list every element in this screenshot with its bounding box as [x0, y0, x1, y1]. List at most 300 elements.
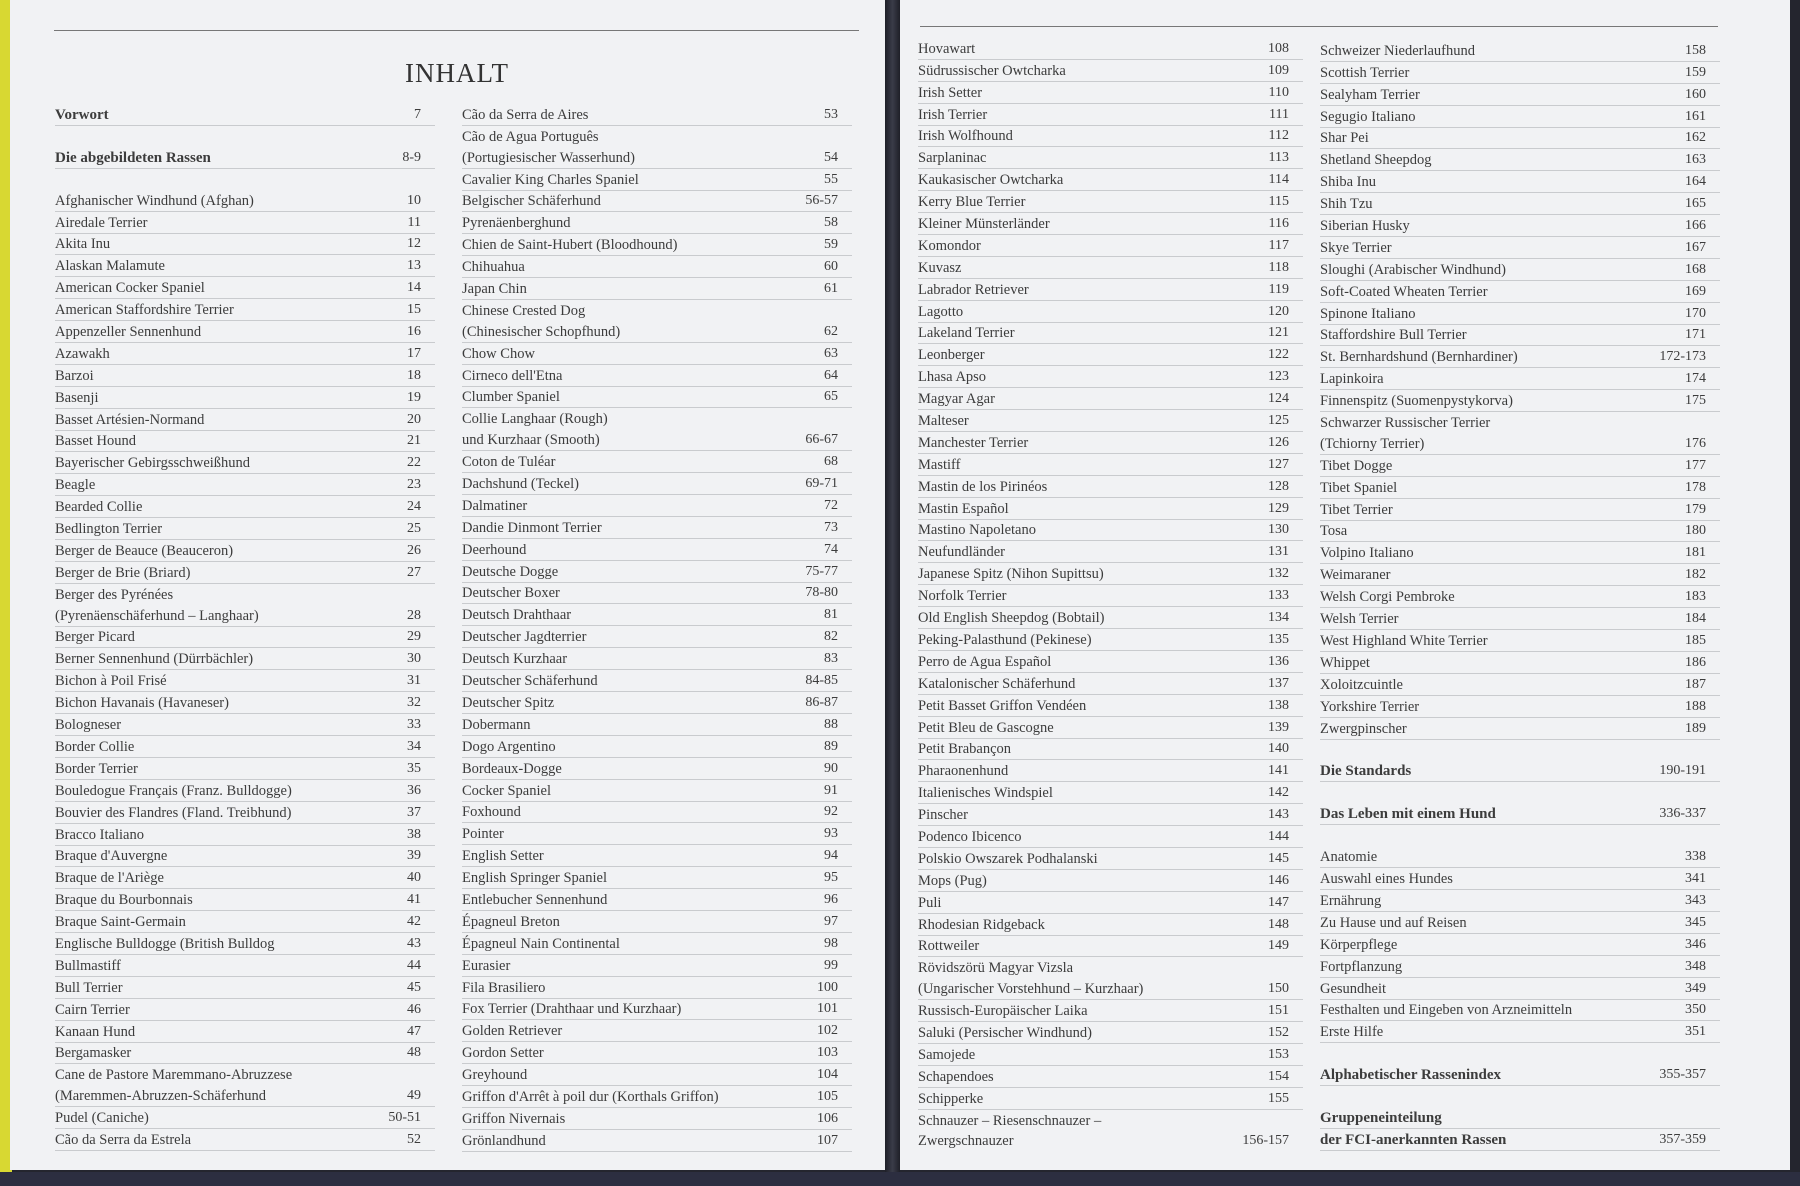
- toc-entry: [918, 1131, 1303, 1152]
- entry-page-number: 128: [1268, 478, 1289, 494]
- toc-entry: [918, 739, 1303, 761]
- entry-page-number: 143: [1268, 807, 1289, 823]
- entry-page-number: 19: [407, 389, 421, 405]
- toc-entry: [55, 518, 435, 540]
- toc-entry: [1320, 193, 1720, 215]
- toc-entry: [918, 1022, 1303, 1044]
- entry-page-number: 189: [1685, 720, 1706, 736]
- toc-entry: [1320, 608, 1720, 630]
- toc-entry: [55, 627, 435, 649]
- toc-entry: [462, 451, 852, 473]
- entry-page-number: 187: [1685, 676, 1706, 692]
- entry-page-number: 100: [817, 979, 838, 995]
- toc-entry: [1320, 630, 1720, 652]
- toc-entry: [462, 104, 852, 126]
- entry-page-number: 175: [1685, 393, 1706, 409]
- toc-entry: [55, 234, 435, 256]
- toc-entry: [55, 1085, 435, 1107]
- toc-entry: [462, 473, 852, 495]
- entry-title: Sealyham Terrier: [1320, 86, 1420, 103]
- entry-page-number: 120: [1268, 303, 1289, 319]
- toc-entry: [55, 562, 435, 584]
- toc-entry: [462, 1108, 852, 1130]
- section-spacer: [1320, 1086, 1720, 1107]
- entry-page-number: 184: [1685, 611, 1706, 627]
- toc-entry: [918, 344, 1303, 366]
- entry-page-number: 92: [824, 804, 838, 820]
- toc-entry: [55, 824, 435, 846]
- entry-title: Appenzeller Sennenhund: [55, 324, 202, 341]
- entry-title: Japan Chin: [462, 281, 527, 298]
- entry-page-number: 190-191: [1659, 763, 1706, 779]
- entry-title: Braque du Bourbonnais: [55, 892, 193, 909]
- entry-page-number: 122: [1268, 347, 1289, 363]
- entry-page-number: 151: [1268, 1003, 1289, 1019]
- entry-title: Lhasa Apso: [918, 369, 987, 386]
- entry-title: Deutscher Schäferhund: [462, 673, 598, 690]
- entry-title: Greyhound: [462, 1067, 528, 1084]
- toc-entry: [55, 1129, 435, 1151]
- toc-entry: [55, 999, 435, 1021]
- entry-title: Mastiff: [918, 456, 961, 473]
- entry-page-number: 137: [1268, 675, 1289, 691]
- entry-title: Shih Tzu: [1320, 196, 1373, 213]
- entry-page-number: 31: [407, 673, 421, 689]
- entry-title: Auswahl eines Hundes: [1320, 871, 1453, 888]
- entry-page-number: 102: [817, 1023, 838, 1039]
- entry-title: Cirneco dell'Etna: [462, 367, 563, 384]
- entry-title: St. Bernhardshund (Bernhardiner): [1320, 349, 1518, 366]
- entry-page-number: 81: [824, 607, 838, 623]
- entry-title: Fortpflanzung: [1320, 958, 1403, 975]
- entry-page-number: 16: [407, 324, 421, 340]
- toc-entry: [918, 957, 1303, 978]
- entry-page-number: 97: [824, 913, 838, 929]
- entry-title: Finnenspitz (Suomenpystykorva): [1320, 393, 1513, 410]
- toc-entry: [918, 585, 1303, 607]
- entry-page-number: 357-359: [1659, 1131, 1706, 1147]
- toc-entry: [55, 955, 435, 977]
- entry-page-number: 165: [1685, 196, 1706, 212]
- toc-entry: [918, 563, 1303, 585]
- entry-title: West Highland White Terrier: [1320, 632, 1488, 649]
- entry-page-number: 62: [824, 323, 838, 339]
- entry-page-number: 163: [1685, 152, 1706, 168]
- toc-entry: [462, 321, 852, 343]
- entry-page-number: 171: [1685, 327, 1706, 343]
- entry-title: Peking-Palasthund (Pekinese): [918, 631, 1092, 648]
- entry-title: Deutsch Kurzhaar: [462, 651, 568, 668]
- section-spacer: [1320, 825, 1720, 846]
- entry-title: Grönlandhund: [462, 1132, 546, 1149]
- entry-title: Petit Brabançon: [918, 741, 1012, 758]
- toc-entry: [462, 758, 852, 780]
- entry-title: Ernährung: [1320, 892, 1382, 909]
- toc-entry: [55, 277, 435, 299]
- entry-title: (Ungarischer Vorstehhund – Kurzhaar): [918, 981, 1144, 998]
- entry-title: Shar Pei: [1320, 130, 1369, 147]
- entry-title: Mastin Español: [918, 500, 1009, 517]
- toc-entry: [55, 540, 435, 562]
- entry-page-number: 73: [824, 519, 838, 535]
- entry-page-number: 109: [1268, 62, 1289, 78]
- toc-entry: [1320, 259, 1720, 281]
- toc-entry: [1320, 499, 1720, 521]
- entry-page-number: 355-357: [1659, 1067, 1706, 1083]
- entry-page-number: 160: [1685, 86, 1706, 102]
- entry-page-number: 55: [824, 171, 838, 187]
- entry-page-number: 11: [407, 214, 421, 230]
- entry-page-number: 61: [824, 281, 838, 297]
- toc-entry: [55, 1043, 435, 1065]
- entry-title: Spinone Italiano: [1320, 305, 1416, 322]
- entry-title: Katalonischer Schäferhund: [918, 675, 1076, 692]
- entry-title: Deutsch Drahthaar: [462, 607, 572, 624]
- entry-title: Entlebucher Sennenhund: [462, 891, 608, 908]
- entry-title: Collie Langhaar (Rough): [462, 411, 608, 428]
- entry-title: Soft-Coated Wheaten Terrier: [1320, 283, 1488, 300]
- toc-entry: [55, 758, 435, 780]
- entry-title: Bouvier des Flandres (Fland. Treibhund): [55, 804, 292, 821]
- entry-title: Zu Hause und auf Reisen: [1320, 914, 1467, 931]
- toc-entry: [55, 365, 435, 387]
- toc-entry: [1320, 1021, 1720, 1043]
- entry-page-number: 47: [407, 1023, 421, 1039]
- toc-entry: [462, 256, 852, 278]
- entry-page-number: 155: [1268, 1090, 1289, 1106]
- toc-entry: [918, 169, 1303, 191]
- toc-entry: [55, 911, 435, 933]
- entry-page-number: 78-80: [805, 585, 838, 601]
- entry-page-number: 188: [1685, 698, 1706, 714]
- entry-title: Podenco Ibicenco: [918, 828, 1022, 845]
- entry-page-number: 44: [407, 957, 421, 973]
- entry-page-number: 74: [824, 541, 838, 557]
- entry-title: Pointer: [462, 826, 504, 843]
- toc-entry: [462, 823, 852, 845]
- entry-page-number: 40: [407, 870, 421, 886]
- toc-entry: [462, 343, 852, 365]
- toc-entry: [55, 736, 435, 758]
- entry-title: Fila Brasiliero: [462, 979, 546, 996]
- entry-page-number: 129: [1268, 500, 1289, 516]
- entry-page-number: 174: [1685, 371, 1706, 387]
- entry-page-number: 52: [407, 1131, 421, 1147]
- entry-title: Lakeland Terrier: [918, 325, 1015, 342]
- entry-title: Whippet: [1320, 654, 1370, 671]
- entry-title: Staffordshire Bull Terrier: [1320, 327, 1467, 344]
- toc-entry: [462, 212, 852, 234]
- toc-entry: [1320, 890, 1720, 912]
- entry-page-number: 22: [407, 455, 421, 471]
- entry-title: Japanese Spitz (Nihon Supittsu): [918, 566, 1104, 583]
- entry-title: Körperpflege: [1320, 936, 1398, 953]
- entry-title: Bichon à Poil Frisé: [55, 673, 167, 690]
- entry-title: Xoloitzcuintle: [1320, 676, 1403, 693]
- entry-title: Shetland Sheepdog: [1320, 152, 1432, 169]
- entry-page-number: 159: [1685, 64, 1706, 80]
- entry-page-number: 131: [1268, 544, 1289, 560]
- entry-title: Berger de Beauce (Beauceron): [55, 542, 234, 559]
- entry-page-number: 116: [1268, 216, 1289, 232]
- toc-entry: [918, 213, 1303, 235]
- entry-title: (Chinesischer Schopfhund): [462, 323, 621, 340]
- toc-entry: [462, 1064, 852, 1086]
- entry-page-number: 150: [1268, 981, 1289, 997]
- toc-entry: [1320, 281, 1720, 303]
- toc-entry: [462, 955, 852, 977]
- top-rule: [54, 30, 859, 31]
- toc-entry: [462, 300, 852, 321]
- entry-page-number: 108: [1268, 40, 1289, 56]
- toc-entry: [1320, 455, 1720, 477]
- entry-page-number: 336-337: [1659, 806, 1706, 822]
- entry-title: Braque Saint-Germain: [55, 914, 186, 931]
- entry-page-number: 8-9: [402, 149, 421, 165]
- entry-title: Sloughi (Arabischer Windhund): [1320, 261, 1507, 278]
- toc-entry: [462, 999, 852, 1021]
- toc-entry: [462, 495, 852, 517]
- toc-entry: [462, 387, 852, 409]
- entry-title: Pyrenäenberghund: [462, 215, 571, 232]
- toc-entry: [1320, 40, 1720, 62]
- entry-title: Skye Terrier: [1320, 239, 1392, 256]
- toc-entry: [462, 780, 852, 802]
- entry-title: Schipperke: [918, 1090, 984, 1107]
- section-spacer: [1320, 1043, 1720, 1064]
- toc-entry: [55, 431, 435, 453]
- toc-entry: [462, 1086, 852, 1108]
- toc-entry: [918, 629, 1303, 651]
- toc-section-heading: [55, 104, 435, 126]
- entry-title: Azawakh: [55, 345, 110, 362]
- entry-page-number: 17: [407, 345, 421, 361]
- toc-entry: [1320, 84, 1720, 106]
- toc-entry: [1320, 477, 1720, 499]
- toc-entry: [1320, 106, 1720, 128]
- entry-page-number: 89: [824, 738, 838, 754]
- toc-entry: [918, 82, 1303, 104]
- entry-title: Chow Chow: [462, 345, 535, 362]
- entry-title: Deutscher Boxer: [462, 585, 560, 602]
- entry-page-number: 66-67: [805, 432, 838, 448]
- entry-page-number: 103: [817, 1045, 838, 1061]
- toc-entry: [918, 388, 1303, 410]
- entry-page-number: 63: [824, 345, 838, 361]
- entry-title: Griffon Nivernais: [462, 1110, 566, 1127]
- toc-entry: [462, 583, 852, 605]
- toc-entry: [1320, 237, 1720, 259]
- entry-title: Vorwort: [55, 106, 109, 123]
- entry-title: Englische Bulldogge (British Bulldog: [55, 935, 275, 952]
- entry-page-number: 152: [1268, 1024, 1289, 1040]
- entry-title: Kaukasischer Owtcharka: [918, 172, 1064, 189]
- entry-page-number: 139: [1268, 719, 1289, 735]
- entry-title: Chien de Saint-Hubert (Bloodhound): [462, 237, 678, 254]
- toc-entry: [918, 782, 1303, 804]
- entry-page-number: 99: [824, 957, 838, 973]
- entry-page-number: 144: [1268, 828, 1289, 844]
- toc-entry: [462, 147, 852, 169]
- entry-title: Kerry Blue Terrier: [918, 194, 1026, 211]
- entry-page-number: 68: [824, 454, 838, 470]
- section-spacer: [55, 126, 435, 147]
- toc-entry: [918, 695, 1303, 717]
- entry-title: Bedlington Terrier: [55, 521, 163, 538]
- entry-title: (Portugiesischer Wasserhund): [462, 149, 635, 166]
- entry-title: Rhodesian Ridgeback: [918, 916, 1045, 933]
- toc-entry: [918, 870, 1303, 892]
- entry-page-number: 107: [817, 1132, 838, 1148]
- entry-title: Bichon Havanais (Havaneser): [55, 695, 229, 712]
- entry-title: Clumber Spaniel: [462, 389, 560, 406]
- entry-page-number: 135: [1268, 631, 1289, 647]
- entry-title: Tosa: [1320, 523, 1348, 540]
- entry-page-number: 23: [407, 477, 421, 493]
- toc-entry: [1320, 542, 1720, 564]
- entry-page-number: 140: [1268, 741, 1289, 757]
- toc-entry: [918, 1066, 1303, 1088]
- toc-entry: [462, 911, 852, 933]
- toc-entry: [1320, 586, 1720, 608]
- toc-entry: [918, 191, 1303, 213]
- entry-title: Alaskan Malamute: [55, 258, 165, 275]
- entry-title: Épagneul Nain Continental: [462, 935, 620, 952]
- entry-page-number: 161: [1685, 108, 1706, 124]
- toc-entry: [462, 933, 852, 955]
- entry-page-number: 166: [1685, 218, 1706, 234]
- toc-entry: [462, 714, 852, 736]
- entry-page-number: 25: [407, 521, 421, 537]
- entry-page-number: 88: [824, 716, 838, 732]
- toc-column-2: [462, 104, 852, 1152]
- entry-page-number: 177: [1685, 457, 1706, 473]
- toc-entry: [1320, 171, 1720, 193]
- entry-page-number: 41: [407, 892, 421, 908]
- toc-entry: [55, 692, 435, 714]
- entry-page-number: 48: [407, 1045, 421, 1061]
- toc-section-heading: [1320, 761, 1720, 783]
- toc-entry: [918, 454, 1303, 476]
- toc-entry: [1320, 846, 1720, 868]
- entry-title: English Springer Spaniel: [462, 870, 607, 887]
- entry-title: Alphabetischer Rassenindex: [1320, 1067, 1501, 1084]
- entry-page-number: 186: [1685, 654, 1706, 670]
- book-gutter: [885, 0, 900, 1186]
- toc-entry: [462, 626, 852, 648]
- entry-page-number: 13: [407, 258, 421, 274]
- entry-page-number: 10: [407, 192, 421, 208]
- toc-entry: [1320, 346, 1720, 368]
- entry-page-number: 181: [1685, 545, 1706, 561]
- toc-entry: [55, 802, 435, 824]
- entry-title: (Tchiorny Terrier): [1320, 435, 1425, 452]
- entry-title: Festhalten und Eingeben von Arzneimitteln: [1320, 1002, 1573, 1019]
- entry-page-number: 42: [407, 914, 421, 930]
- entry-page-number: 86-87: [805, 694, 838, 710]
- entry-title: Welsh Corgi Pembroke: [1320, 589, 1455, 606]
- entry-title: Siberian Husky: [1320, 218, 1410, 235]
- toc-entry: [918, 651, 1303, 673]
- toc-entry: [918, 38, 1303, 60]
- toc-entry: [55, 889, 435, 911]
- entry-title: Hovawart: [918, 40, 976, 57]
- toc-entry: [462, 278, 852, 300]
- entry-page-number: 90: [824, 760, 838, 776]
- entry-page-number: 58: [824, 215, 838, 231]
- entry-page-number: 49: [407, 1088, 421, 1104]
- entry-page-number: 133: [1268, 588, 1289, 604]
- toc-entry: [1320, 215, 1720, 237]
- entry-page-number: 115: [1268, 194, 1289, 210]
- section-spacer: [55, 169, 435, 190]
- entry-title: Bracco Italiano: [55, 826, 144, 843]
- entry-title: Segugio Italiano: [1320, 108, 1416, 125]
- entry-title: Épagneul Breton: [462, 913, 560, 930]
- toc-entry: [462, 1020, 852, 1042]
- entry-page-number: 20: [407, 411, 421, 427]
- entry-page-number: 348: [1685, 958, 1706, 974]
- entry-title: Petit Bleu de Gascogne: [918, 719, 1054, 736]
- entry-page-number: 153: [1268, 1046, 1289, 1062]
- entry-title: Cocker Spaniel: [462, 782, 551, 799]
- toc-column-4: [1320, 40, 1720, 1151]
- toc-entry: [1320, 368, 1720, 390]
- toc-entry: [462, 517, 852, 539]
- entry-title: Gesundheit: [1320, 980, 1387, 997]
- toc-entry: [55, 670, 435, 692]
- entry-page-number: 69-71: [805, 476, 838, 492]
- entry-title: und Kurzhaar (Smooth): [462, 432, 600, 449]
- entry-page-number: 105: [817, 1088, 838, 1104]
- toc-entry: [462, 408, 852, 429]
- entry-title: Puli: [918, 894, 942, 911]
- entry-page-number: 114: [1268, 172, 1289, 188]
- toc-entry: [462, 1042, 852, 1064]
- toc-entry: [55, 255, 435, 277]
- entry-title: Bearded Collie: [55, 499, 143, 516]
- entry-title: Bullmastiff: [55, 957, 121, 974]
- toc-entry: [55, 321, 435, 343]
- entry-page-number: 37: [407, 804, 421, 820]
- toc-entry: [55, 933, 435, 955]
- entry-page-number: 172-173: [1659, 349, 1706, 365]
- entry-title: Cairn Terrier: [55, 1001, 130, 1018]
- entry-title: American Staffordshire Terrier: [55, 302, 234, 319]
- entry-page-number: 169: [1685, 283, 1706, 299]
- entry-title: Deutscher Jagdterrier: [462, 629, 587, 646]
- toc-entry: [55, 212, 435, 234]
- entry-title: Das Leben mit einem Hund: [1320, 806, 1496, 823]
- toc-entry: [462, 802, 852, 824]
- entry-page-number: 43: [407, 935, 421, 951]
- entry-page-number: 136: [1268, 653, 1289, 669]
- toc-entry: [462, 867, 852, 889]
- entry-page-number: 38: [407, 826, 421, 842]
- toc-entry: [918, 892, 1303, 914]
- entry-title: Schapendoes: [918, 1068, 994, 1085]
- entry-page-number: 56-57: [805, 193, 838, 209]
- entry-title: Pharaonenhund: [918, 763, 1009, 780]
- entry-title: Labrador Retriever: [918, 281, 1029, 298]
- entry-page-number: 94: [824, 848, 838, 864]
- entry-page-number: 15: [407, 302, 421, 318]
- entry-page-number: 125: [1268, 413, 1289, 429]
- toc-entry: [462, 539, 852, 561]
- entry-page-number: 113: [1268, 150, 1289, 166]
- entry-title: Foxhound: [462, 804, 521, 821]
- left-page: [10, 0, 885, 1170]
